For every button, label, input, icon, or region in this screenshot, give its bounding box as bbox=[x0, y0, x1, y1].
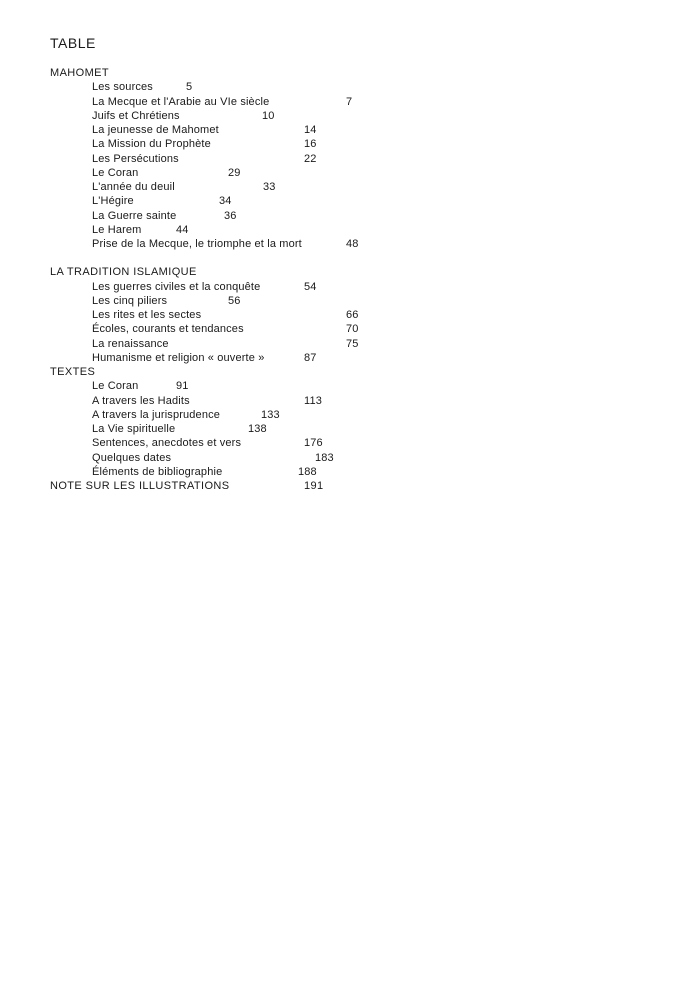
toc-entry bbox=[50, 394, 380, 408]
toc-entry bbox=[50, 180, 380, 194]
entry-page-number: 191 bbox=[304, 480, 324, 492]
toc-section bbox=[50, 479, 380, 493]
entry-label: La Guerre sainte bbox=[92, 209, 177, 222]
entry-label: Les rites et les sectes bbox=[92, 309, 202, 321]
toc-entry bbox=[50, 308, 380, 322]
entry-page-number: 75 bbox=[346, 337, 359, 350]
toc-entry bbox=[50, 422, 380, 436]
entry-label: A travers les Hadits bbox=[92, 394, 190, 407]
entry-page-number: 56 bbox=[228, 294, 241, 307]
toc-section bbox=[50, 66, 380, 251]
entry-page-number: 176 bbox=[304, 437, 323, 450]
entry-label: Sentences, anecdotes et vers bbox=[92, 437, 242, 450]
entry-page-number: 70 bbox=[346, 323, 359, 336]
entry-label: Humanisme et religion « ouverte » bbox=[92, 351, 265, 364]
toc-section bbox=[50, 365, 380, 479]
entry-page-number: 133 bbox=[261, 408, 280, 421]
toc-entry bbox=[50, 408, 380, 422]
entry-page-number: 87 bbox=[304, 351, 317, 364]
entry-page-number: 16 bbox=[304, 138, 317, 151]
toc-entry bbox=[50, 294, 380, 308]
section-heading: LA TRADITION ISLAMIQUE bbox=[50, 266, 197, 279]
entry-page-number: 54 bbox=[304, 280, 317, 293]
entry-label: La renaissance bbox=[92, 337, 169, 350]
page-title: TABLE bbox=[50, 35, 96, 51]
toc-entry bbox=[50, 166, 380, 180]
entry-page-number: 66 bbox=[346, 309, 359, 321]
toc-entry bbox=[50, 465, 380, 479]
entry-page-number: 91 bbox=[176, 380, 189, 393]
entry-page-number: 5 bbox=[186, 81, 193, 94]
toc-entry bbox=[50, 123, 380, 137]
toc-entry bbox=[50, 351, 380, 365]
section-heading: NOTE SUR LES ILLUSTRATIONS bbox=[50, 480, 230, 492]
toc-entry bbox=[50, 379, 380, 393]
entry-label: Le Coran bbox=[92, 380, 139, 393]
toc-entry bbox=[50, 223, 380, 237]
entry-label: La Vie spirituelle bbox=[92, 423, 176, 435]
entry-label: Prise de la Mecque, le triomphe et la mort bbox=[92, 238, 302, 250]
toc-entry bbox=[50, 95, 380, 109]
section-heading: MAHOMET bbox=[50, 67, 110, 79]
toc-entry bbox=[50, 280, 380, 294]
entry-label: Les guerres civiles et la conquête bbox=[92, 280, 261, 293]
entry-label: La Mecque et l'Arabie au VIe siècle bbox=[92, 95, 270, 108]
entry-label: A travers la jurisprudence bbox=[92, 408, 221, 421]
toc-entry bbox=[50, 322, 380, 336]
entry-label: Les Persécutions bbox=[92, 152, 179, 165]
entry-page-number: 10 bbox=[262, 109, 275, 122]
entry-page-number: 36 bbox=[224, 209, 237, 222]
section-heading-with-page bbox=[50, 479, 380, 493]
toc-entry bbox=[50, 194, 380, 208]
entry-page-number: 48 bbox=[346, 238, 359, 250]
toc-entry bbox=[50, 152, 380, 166]
toc-entry bbox=[50, 237, 380, 251]
entry-label: Les sources bbox=[92, 81, 153, 94]
toc-entry bbox=[50, 80, 380, 94]
entry-label: Écoles, courants et tendances bbox=[92, 323, 244, 336]
toc-entry bbox=[50, 436, 380, 450]
toc-entry bbox=[50, 337, 380, 351]
toc-entry bbox=[50, 209, 380, 223]
entry-page-number: 34 bbox=[219, 195, 232, 208]
entry-page-number: 7 bbox=[346, 95, 353, 108]
entry-page-number: 188 bbox=[298, 465, 317, 478]
entry-label: L'année du deuil bbox=[92, 181, 175, 193]
entry-label: La jeunesse de Mahomet bbox=[92, 124, 219, 136]
entry-page-number: 14 bbox=[304, 124, 317, 136]
section-heading: TEXTES bbox=[50, 366, 96, 378]
entry-page-number: 183 bbox=[315, 451, 334, 464]
entry-label: Juifs et Chrétiens bbox=[92, 109, 180, 122]
entry-label: Le Coran bbox=[92, 166, 139, 179]
entry-label: Les cinq piliers bbox=[92, 294, 168, 307]
entry-page-number: 138 bbox=[248, 423, 267, 435]
entry-page-number: 113 bbox=[304, 394, 322, 407]
table-of-contents bbox=[50, 66, 380, 493]
toc-entry bbox=[50, 137, 380, 151]
toc-entry bbox=[50, 451, 380, 465]
entry-label: La Mission du Prophète bbox=[92, 138, 211, 151]
entry-page-number: 44 bbox=[176, 223, 189, 236]
toc-entry bbox=[50, 109, 380, 123]
entry-page-number: 22 bbox=[304, 152, 317, 165]
entry-page-number: 29 bbox=[228, 166, 241, 179]
entry-label: Éléments de bibliographie bbox=[92, 465, 223, 478]
toc-section bbox=[50, 265, 380, 365]
entry-label: Quelques dates bbox=[92, 451, 172, 464]
entry-page-number: 33 bbox=[263, 181, 276, 193]
entry-label: L'Hégire bbox=[92, 195, 134, 208]
entry-label: Le Harem bbox=[92, 223, 142, 236]
